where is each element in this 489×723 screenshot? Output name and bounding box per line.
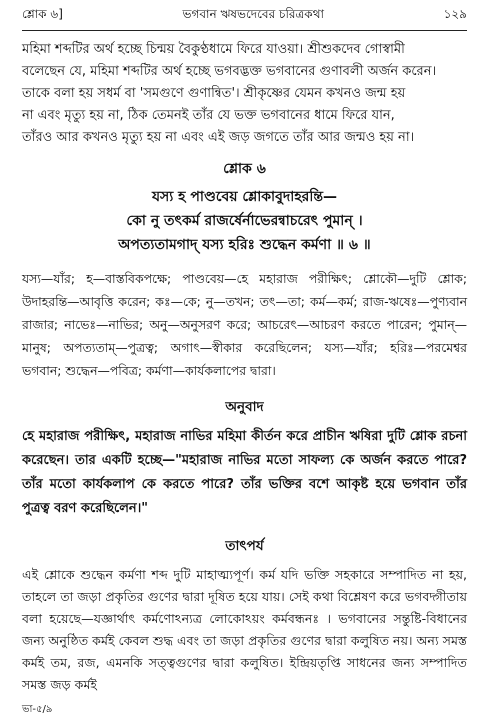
intro-line: না এবং মৃত্যু হয় না, ঠিক তেমনই তাঁর যে ভক্ত ভগবানের ধামে ফিরে যান, <box>22 108 395 123</box>
header-verse-label: শ্লোক ৬] <box>22 7 63 21</box>
verse-line: যস্য হ পাণ্ডবেয় শ্লোকাবুদাহরন্তি— <box>151 189 338 205</box>
purport-text: এই শ্লোকে শুদ্ধেন কর্মণা শব্দ দুটি মাহাত্ম্যপূর্ণ। কর্ম যদি ভক্তি সহকারে সম্পাদিত না হয়, তাহলে তা জড়া প্রকৃতির গুণের দ্বারা দূষিত হয়ে যায়। সেই কথা বিশ্লেষণ করে ভগবদ্গীতায় বলা হয়েছে—যজ্ঞার্থাৎ কর্মণোঽন্যত্র লোকোঽয়ং কর্মবন্ধনঃ । ভগবানের সন্তুষ্টি-বিধানের জন্য অনুষ্ঠিত কর্মই কেবল শুদ্ধ এবং তা জড়া প্রকৃতির গুণের দ্বারা কলুষিত নয়। অন্য সমস্ত কর্মই তম, রজ, এমনকি সত্ত্বগুণের দ্বারা কলুষিত। ইন্দ্রিয়তৃপ্তি সাধনের জন্য সম্পাদিত সমস্ত জড় কর্মই <box>22 567 467 692</box>
page-header <box>22 6 467 31</box>
purport-title: তাৎপর্য <box>225 538 264 554</box>
intro-line: বলেছেন যে, মহিমা শব্দটির অর্থ হচ্ছে ভগবদ্ভক্ত ভগবানের গুণাবলী অর্জন করেন। <box>22 64 437 79</box>
verse-line: অপত্যতামগাদ্ যস্য হরিঃ শুদ্ধেন কর্মণা ॥ ৬ ॥ <box>118 237 371 253</box>
verse-title: শ্লোক ৬ <box>223 161 266 177</box>
intro-line: তাঁরও আর কখনও মৃত্যু হয় না এবং এই জড় জগতে তাঁর আর জন্মও হয় না। <box>22 130 415 145</box>
intro-line: তাকে বলা হয় সধর্ম বা 'সমগুণে গুণান্বিত'। শ্রীকৃষ্ণের যেমন কখনও জন্ম হয় <box>22 86 406 101</box>
header-page-number: ১২৯ <box>443 7 467 21</box>
verse-block <box>22 185 467 257</box>
page-footer-signature: ভা-৫/৯ <box>22 704 53 715</box>
synonyms-paragraph: যস্য—যাঁর; হ—বাস্তবিকপক্ষে; পাণ্ডবেয়—হে মহারাজ পরীক্ষিৎ; শ্লোকৌ—দুটি শ্লোক; উদাহরন্তি—আবৃত্তি করেন; কঃ—কে; নু—তখন; তৎ—তা; কর্ম—কর্ম; রাজ-ঋষেঃ—পুণ্যবান রাজার; নাভেঃ—নাভির; অনু—অনুসরণ করে; আচরেৎ—আচরণ করতে পারেন; পুমান্—মানুষ; অপত্যতাম্—পুত্রত্ব; অগাৎ—স্বীকার করেছিলেন; যস্য—যাঁর; হরিঃ—পরমেশ্বর ভগবান; শুদ্ধেন—পবিত্র; কর্মণা—কার্যকলাপের দ্বারা। <box>22 271 467 378</box>
translation-text: হে মহারাজ পরীক্ষিৎ, মহারাজ নাভির মহিমা কীর্তন করে প্রাচীন ঋষিরা দুটি শ্লোক রচনা করেছেন। তার একটি হচ্ছে—"মহারাজ নাভির মতো সাফল্য কে অর্জন করতে পারে? তাঁর মতো কার্যকলাপ কে করতে পারে? তাঁর ভক্তির বশে আকৃষ্ট হয়ে ভগবান তাঁর পুত্রত্ব বরণ করেছিলেন।" <box>22 429 467 516</box>
intro-line: মহিমা শব্দটির অর্থ হচ্ছে চিন্ময় বৈকুণ্ঠধামে ফিরে যাওয়া। শ্রীশুকদেব গোস্বামী <box>22 42 405 57</box>
translation-title: অনুবাদ <box>225 399 264 415</box>
intro-paragraph <box>22 39 467 149</box>
header-chapter-title: ভগবান ঋষভদেবের চরিত্রকথা <box>182 7 324 21</box>
verse-line: কো নু তৎকর্ম রাজর্ষের্নাভেরন্বাচরেৎ পুমান্ । <box>126 213 363 229</box>
